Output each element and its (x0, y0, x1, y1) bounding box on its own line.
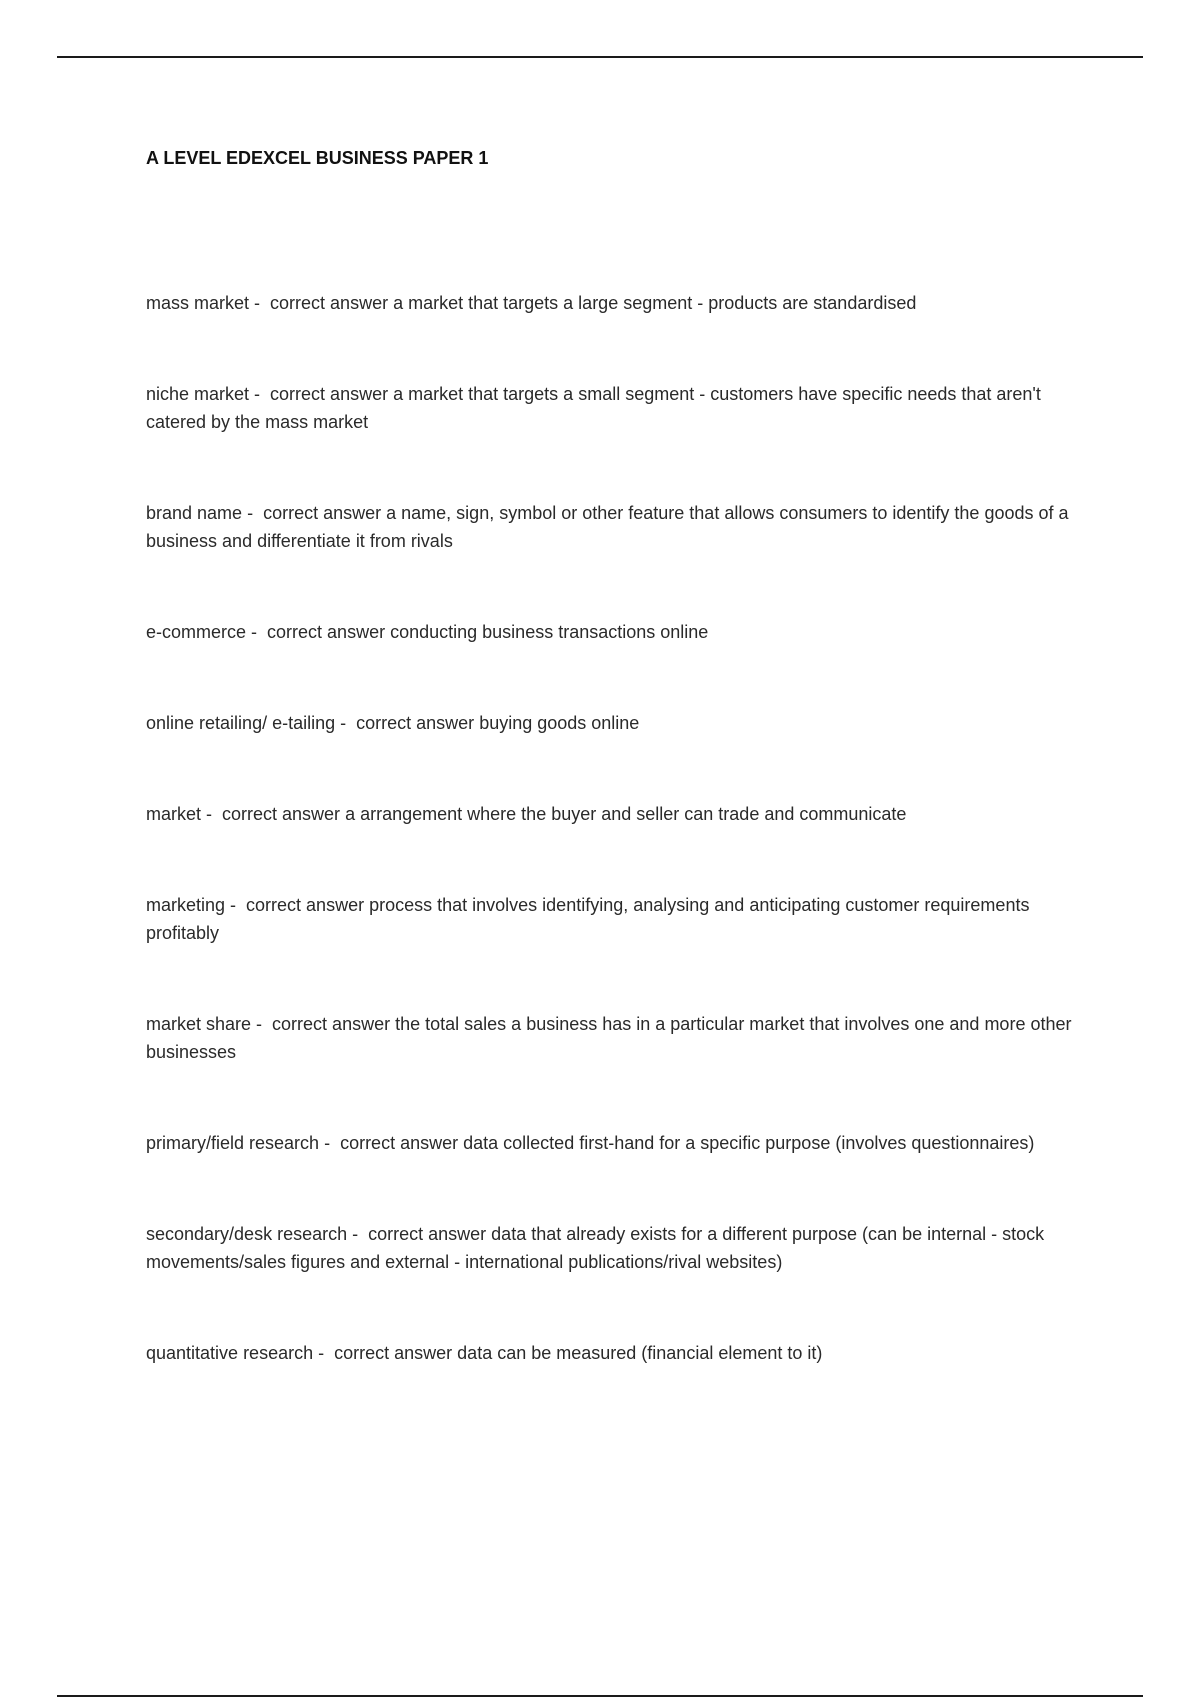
answer-marker: correct answer (272, 1014, 391, 1034)
flashcard-entry (146, 800, 1086, 828)
answer-marker: correct answer (334, 1343, 453, 1363)
entry-term: secondary/desk research - (146, 1224, 368, 1244)
flashcard-entry (146, 499, 1086, 555)
answer-marker: correct answer (263, 503, 382, 523)
entry-term: mass market - (146, 293, 270, 313)
entry-term: marketing - (146, 895, 246, 915)
flashcard-entry (146, 380, 1086, 436)
entry-definition: a name, sign, symbol or other feature that allows consumers to identify the goods of a business and differentiate it from rivals (146, 503, 1069, 551)
flashcard-entry (146, 891, 1086, 947)
entry-definition: the total sales a business has in a particular market that involves one and more other businesses (146, 1014, 1072, 1062)
entry-definition: a market that targets a small segment - customers have specific needs that aren't catered by the mass market (146, 384, 1041, 432)
document-body (146, 146, 1086, 1430)
entry-definition: data collected first-hand for a specific purpose (involves questionnaires) (463, 1133, 1035, 1153)
entry-definition: data can be measured (financial element to it) (457, 1343, 823, 1363)
entry-definition: conducting business transactions online (390, 622, 709, 642)
flashcard-entry (146, 709, 1086, 737)
entry-term: brand name - (146, 503, 263, 523)
answer-marker: correct answer (267, 622, 386, 642)
answer-marker: correct answer (270, 384, 389, 404)
bottom-rule (57, 1695, 1143, 1697)
entry-term: primary/field research - (146, 1133, 340, 1153)
entry-term: online retailing/ e-tailing - (146, 713, 356, 733)
entry-term: niche market - (146, 384, 270, 404)
answer-marker: correct answer (368, 1224, 487, 1244)
answer-marker: correct answer (246, 895, 365, 915)
entry-term: quantitative research - (146, 1343, 334, 1363)
entry-definition: a arrangement where the buyer and seller can trade and communicate (345, 804, 907, 824)
document-title: A LEVEL EDEXCEL BUSINESS PAPER 1 (146, 148, 489, 168)
entry-term: market share - (146, 1014, 272, 1034)
entry-term: e-commerce - (146, 622, 267, 642)
flashcard-entry (146, 1339, 1086, 1367)
flashcard-entry (146, 618, 1086, 646)
flashcard-entry (146, 1129, 1086, 1157)
entry-definition: buying goods online (479, 713, 640, 733)
flashcard-entry (146, 1010, 1086, 1066)
top-rule (57, 56, 1143, 58)
answer-marker: correct answer (270, 293, 389, 313)
answer-marker: correct answer (356, 713, 475, 733)
flashcard-list (146, 289, 1086, 1367)
answer-marker: correct answer (340, 1133, 459, 1153)
entry-definition: a market that targets a large segment - products are standardised (393, 293, 917, 313)
entry-term: market - (146, 804, 222, 824)
flashcard-entry (146, 1220, 1086, 1276)
flashcard-entry (146, 289, 1086, 317)
entry-definition: data that already exists for a different purpose (can be internal - stock movements/sales figures and external - international publications/rival websites) (146, 1224, 1045, 1272)
answer-marker: correct answer (222, 804, 341, 824)
entry-definition: process that involves identifying, analysing and anticipating customer requirements profitably (146, 895, 1030, 943)
